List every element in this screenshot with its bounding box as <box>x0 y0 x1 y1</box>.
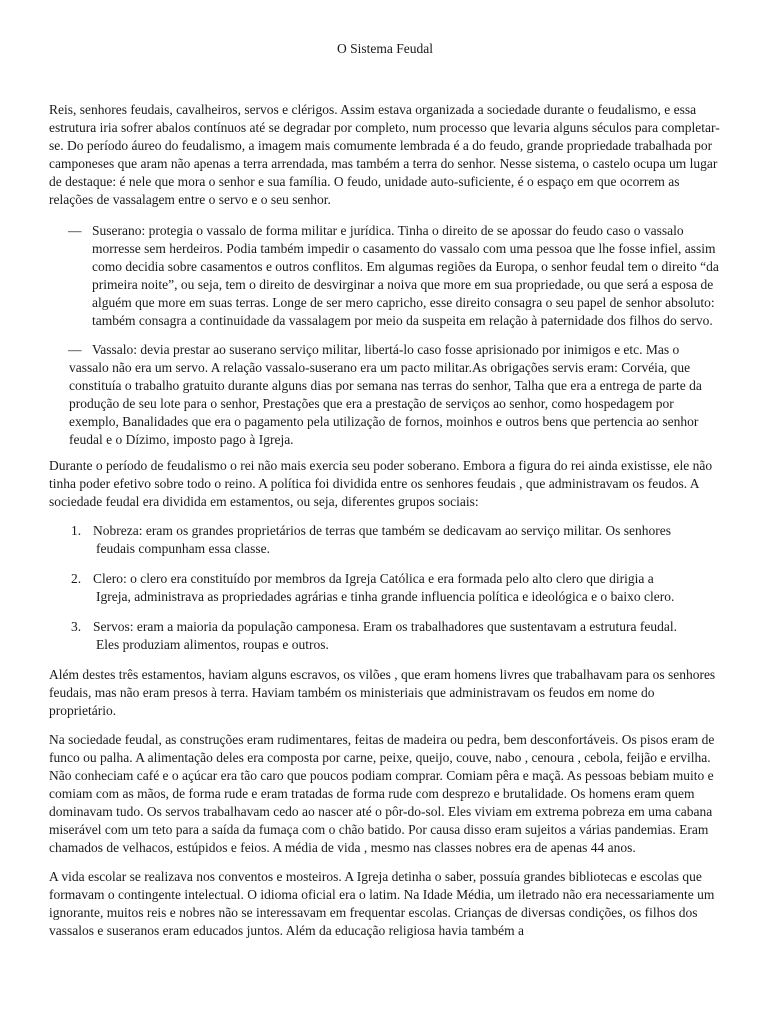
paragraph-escravos: Além destes três estamentos, haviam alguns escravos, os vilões , que eram homens livres que trabalhavam para os senhores feudais, mas não eram presos à terra. Haviam também os ministeriais que administravam os feudos em nome do proprietário. <box>49 667 716 718</box>
paragraph-estamentos: Durante o período de feudalismo o rei não mais exercia seu poder soberano. Embora a figura do rei ainda existisse, ele não tinha poder efetivo sobre todo o reino. A política foi dividida entre os senhores feudais , que administravam os feudos. A sociedade feudal era dividida em estamentos, ou seja, diferentes grupos sociais: <box>49 458 713 509</box>
list-item-line: Clero: o clero era constituído por membros da Igreja Católica e era formada pelo alto clero que dirigia a <box>93 571 654 586</box>
dash-bullet: — <box>68 223 82 238</box>
list-item-text: Vassalo: devia prestar ao suserano serviço militar, libertá-lo caso fosse aprisionado por inimigos e etc. Mas o vassalo não era um servo. A relação vassalo-suserano era um pacto militar.As obrigações servis eram: Corvéia, que constituía o trabalho gratuito durante alguns dias por semana nas terras do senhor, Talha que era a entrega de parte da produção de seu lote para o senhor, Prestações que era a prestação de serviços ao senhor, como hospedagem por exemplo, Banalidades que era o pagamento pela utilização de fornos, moinhos e outros bens que pertencia ao senhor feudal e o Dízimo, imposto pago à Igreja. <box>69 342 702 447</box>
list-item-line: feudais compunham essa classe. <box>96 541 270 556</box>
dash-bullet: — <box>68 342 82 357</box>
list-item-nobreza <box>49 522 721 558</box>
paragraph-vida-escolar: A vida escolar se realizava nos conventos e mosteiros. A Igreja detinha o saber, possuía grandes bibliotecas e escolas que formavam o contingente intelectual. O idioma oficial era o latim. Na Idade Média, um iletrado não era necessariamente um ignorante, muitos reis e nobres não se interessavam em frequentar escolas. Crianças de diversas condições, os filhos dos vassalos e suseranos eram educados juntos. Além da educação religiosa havia também a <box>49 869 715 938</box>
list-number: 1. <box>71 523 82 538</box>
list-item-suserano <box>49 222 721 330</box>
list-item-line: Igreja, administrava as propriedades agrárias e tinha grande influencia política e ideológica e o baixo clero. <box>96 589 675 604</box>
list-number: 3. <box>71 619 82 634</box>
numbered-list <box>49 522 721 654</box>
list-item-clero <box>49 570 721 606</box>
list-item-line: Nobreza: eram os grandes proprietários de terras que também se dedicavam ao serviço militar. Os senhores <box>93 523 672 538</box>
list-item-line: Servos: eram a maioria da população camponesa. Eram os trabalhadores que sustentavam a estrutura feudal. <box>93 619 678 634</box>
list-item-text: Suserano: protegia o vassalo de forma militar e jurídica. Tinha o direito de se apossar do feudo caso o vassalo morresse sem herdeiros. Podia também impedir o casamento do vassalo com uma pessoa que lhe fosse infiel, assim como decidia sobre casamentos e outros conflitos. Em algumas regiões da Europa, o senhor feudal tem o direito “da primeira noite”, ou seja, tem o direito de desvirginar a noiva que more em sua propriedade, ou que será a esposa de alguém que more em suas terras. Longe de ser mero capricho, esse direito consagra o seu papel de senhor absoluto: também consagra a continuidade da vassalagem por meio da suspeita em relação à paternidade dos filhos do servo. <box>92 223 719 328</box>
intro-paragraph: Reis, senhores feudais, cavalheiros, servos e clérigos. Assim estava organizada a sociedade durante o feudalismo, e essa estrutura iria sofrer abalos contínuos até se degradar por completo, num processo que levaria alguns séculos para completar-se. Do período áureo do feudalismo, a imagem mais comumente lembrada é a do feudo, grande propriedade trabalhada por camponeses que aram não apenas a terra arrendada, mas também a terra do senhor. Nesse sistema, o castelo ocupa um lugar de destaque: é nele que mora o senhor e sua família. O feudo, unidade auto-suficiente, é o espaço em que ocorrem as relações de vassalagem entre o servo e o seu senhor. <box>49 102 720 207</box>
list-item-servos <box>49 618 721 654</box>
paragraph-sociedade: Na sociedade feudal, as construções eram rudimentares, feitas de madeira ou pedra, bem desconfortáveis. Os pisos eram de funco ou palha. A alimentação deles era composta por carne, peixe, queijo, couve, nabo , cenoura , cebola, feijão e ervilha. Não conheciam café e o açúcar era tão caro que poucos podiam comprar. Comiam pêra e maçã. As pessoas bebiam muito e comiam com as mãos, de forma rude e eram tratadas de forma rude com desprezo e brutalidade. Os homens eram quem dominavam tudo. Os servos trabalhavam cedo ao nascer até o pôr-do-sol. Eles viviam em extrema pobreza em uma cabana miserável com um teto para a saída da fumaça com o chão batido. Por causa disso eram sujeitos a várias pandemias. Eram chamados de velhacos, estúpidos e feios. A média de vida , mesmo nas classes nobres era de apenas 44 anos. <box>49 732 715 855</box>
dash-list <box>49 222 721 449</box>
list-number: 2. <box>71 571 82 586</box>
document-page <box>49 40 721 951</box>
document-title: O Sistema Feudal <box>337 41 433 56</box>
list-item-vassalo <box>49 341 721 449</box>
list-item-line: Eles produziam alimentos, roupas e outros. <box>96 637 329 652</box>
